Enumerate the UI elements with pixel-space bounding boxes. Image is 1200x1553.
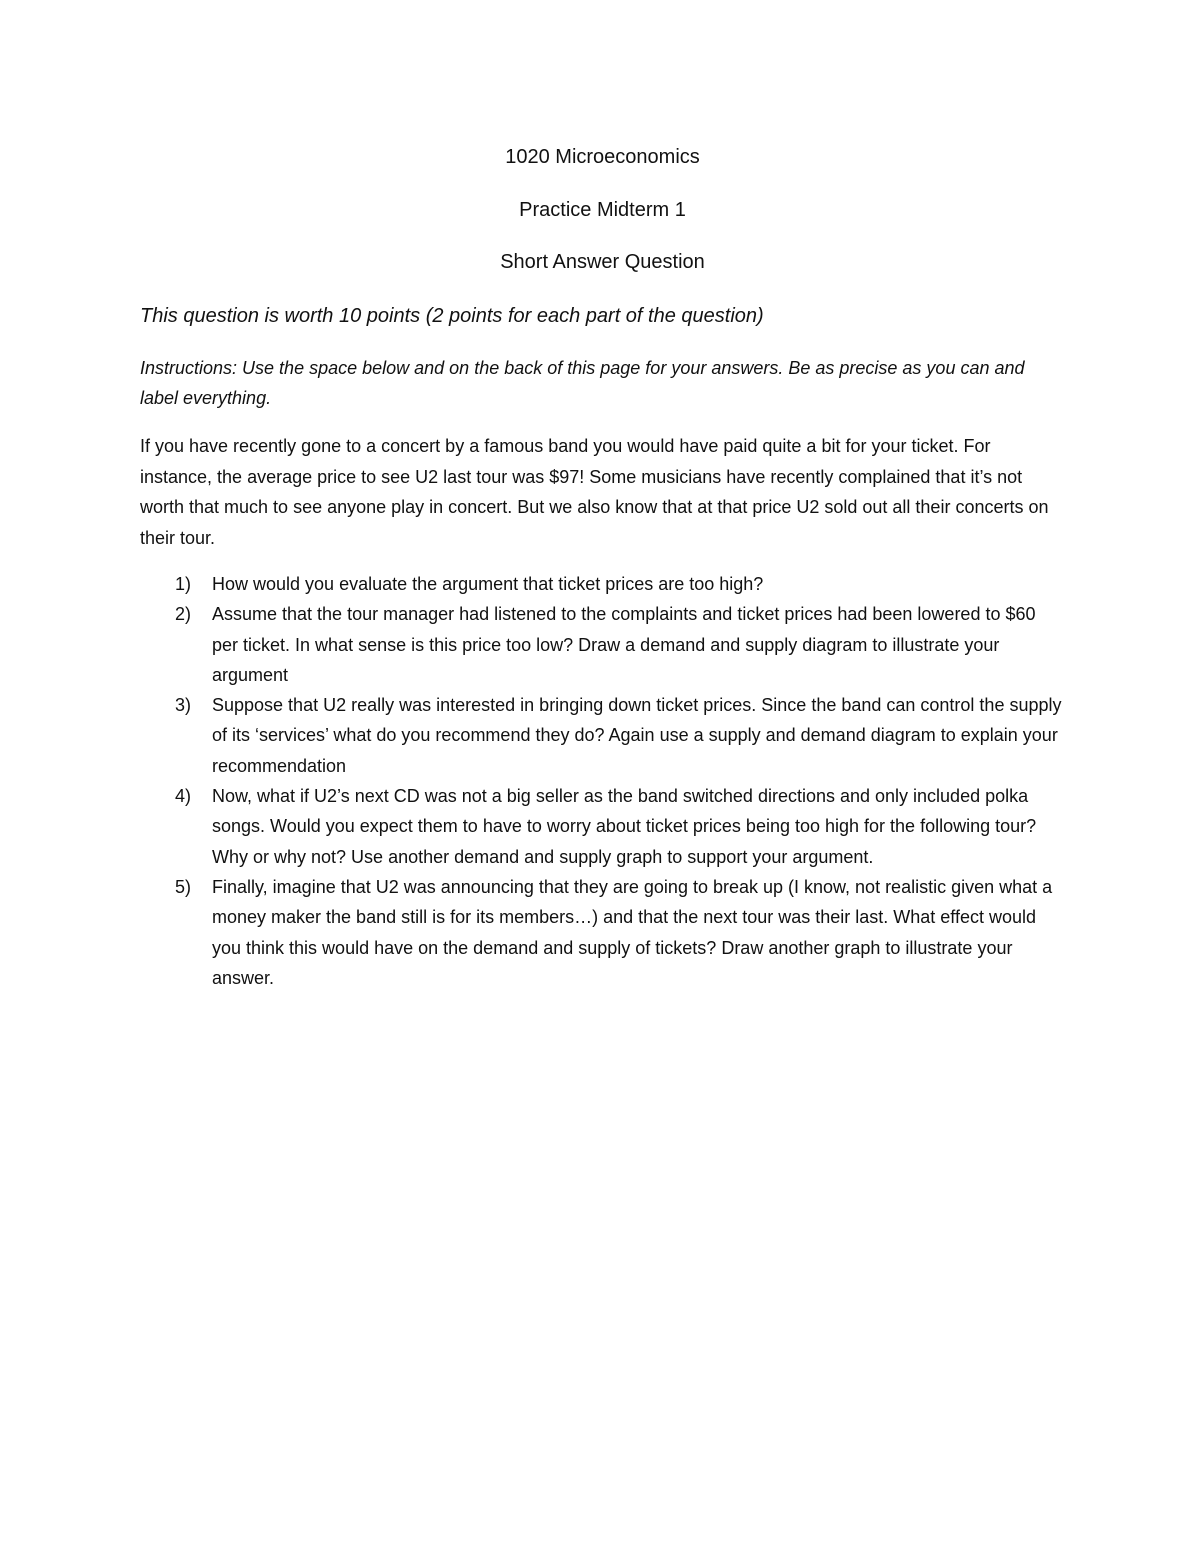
- intro-paragraph: If you have recently gone to a concert by a famous band you would have paid quite a bit for your ticket. For instance, the average price to see U2 last tour was $97! Some musicians have recently complained that it’s not worth that much to see anyone play in concert. But we also know that at that price U2 sold out all their concerts on their tour.: [140, 436, 1049, 548]
- question-text: Assume that the tour manager had listened to the complaints and ticket prices had been lowered to $60 per ticket. In what sense is this price too low? Draw a demand and supply diagram to illustrate your argument: [212, 604, 1036, 685]
- question-item: [140, 569, 1065, 599]
- question-item: [140, 690, 1065, 781]
- question-number: 3): [175, 695, 192, 716]
- exam-title: Practice Midterm 1: [519, 199, 686, 221]
- question-text: How would you evaluate the argument that ticket prices are too high?: [212, 574, 764, 594]
- question-item: [140, 599, 1065, 690]
- question-item: [140, 781, 1065, 872]
- question-number: 5): [175, 876, 192, 897]
- question-text: Now, what if U2’s next CD was not a big seller as the band switched directions and only included polka songs. Would you expect them to have to worry about ticket prices being too high for the following tour? Why or why not? Use another demand and supply graph to support your argument.: [212, 786, 1037, 867]
- course-title: 1020 Microeconomics: [505, 146, 700, 168]
- question-list: [140, 569, 1065, 993]
- document-content: [140, 140, 1065, 993]
- question-number: 2): [175, 604, 192, 625]
- question-number: 1): [175, 574, 192, 594]
- question-text: Suppose that U2 really was interested in bringing down ticket prices. Since the band can control the supply of its ‘services’ what do you recommend they do? Again use a supply and demand diagram to explain your recommendation: [212, 695, 1062, 776]
- question-item: [140, 872, 1065, 993]
- instructions-text: Instructions: Use the space below and on the back of this page for your answers. Be as precise as you can and label everything.: [140, 358, 1025, 408]
- points-note: This question is worth 10 points (2 points for each part of the question): [140, 305, 764, 327]
- section-title: Short Answer Question: [500, 251, 705, 273]
- question-text: Finally, imagine that U2 was announcing that they are going to break up (I know, not realistic given what a money maker the band still is for its members…) and that the next tour was their last. What effect would you think this would have on the demand and supply of tickets? Draw another graph to illustrate your answer.: [212, 876, 1053, 988]
- question-number: 4): [175, 786, 192, 807]
